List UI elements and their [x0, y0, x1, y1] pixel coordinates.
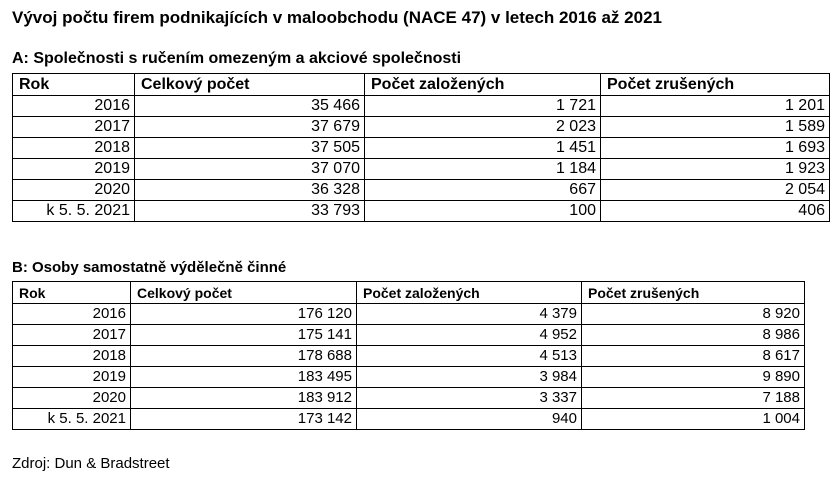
header-rok: Rok [13, 282, 131, 304]
table-row [13, 96, 830, 117]
cell-total: 173 142 [131, 409, 357, 430]
cell-dissolved: 1 201 [601, 96, 830, 117]
cell-total: 178 688 [131, 346, 357, 367]
table-header-row [13, 282, 805, 304]
table-section-a [12, 73, 830, 222]
header-pocet-zrusenych: Počet zrušených [601, 74, 830, 96]
table-row [13, 117, 830, 138]
table-row [13, 325, 805, 346]
table-row [13, 159, 830, 180]
cell-year: 2020 [13, 180, 135, 201]
source-note: Zdroj: Dun & Bradstreet [12, 455, 170, 472]
cell-founded: 1 721 [365, 96, 601, 117]
cell-founded: 3 337 [357, 388, 582, 409]
cell-dissolved: 1 923 [601, 159, 830, 180]
cell-founded: 4 952 [357, 325, 582, 346]
cell-total: 35 466 [135, 96, 365, 117]
header-pocet-zalozenych: Počet založených [365, 74, 601, 96]
section-b-title: B: Osoby samostatně výdělečně činné [12, 259, 287, 276]
cell-founded: 1 184 [365, 159, 601, 180]
cell-year: 2016 [13, 304, 131, 325]
header-pocet-zrusenych: Počet zrušených [582, 282, 805, 304]
header-pocet-zalozenych: Počet založených [357, 282, 582, 304]
table-row [13, 346, 805, 367]
cell-dissolved: 1 004 [582, 409, 805, 430]
cell-dissolved: 1 693 [601, 138, 830, 159]
header-celkovy-pocet: Celkový počet [131, 282, 357, 304]
cell-year: 2017 [13, 117, 135, 138]
header-rok: Rok [13, 74, 135, 96]
cell-year: 2019 [13, 159, 135, 180]
cell-dissolved: 2 054 [601, 180, 830, 201]
page-title: Vývoj počtu firem podnikajících v maloobchodu (NACE 47) v letech 2016 až 2021 [12, 8, 662, 27]
table-row [13, 138, 830, 159]
cell-total: 175 141 [131, 325, 357, 346]
table-row [13, 409, 805, 430]
cell-year: 2018 [13, 346, 131, 367]
cell-total: 37 679 [135, 117, 365, 138]
cell-founded: 4 513 [357, 346, 582, 367]
cell-year: k 5. 5. 2021 [13, 409, 131, 430]
cell-total: 37 505 [135, 138, 365, 159]
cell-total: 37 070 [135, 159, 365, 180]
cell-year: 2020 [13, 388, 131, 409]
cell-total: 36 328 [135, 180, 365, 201]
cell-founded: 2 023 [365, 117, 601, 138]
section-a-title: A: Společnosti s ručením omezeným a akciové společnosti [12, 50, 462, 67]
cell-year: k 5. 5. 2021 [13, 201, 135, 222]
cell-dissolved: 7 188 [582, 388, 805, 409]
table-row [13, 180, 830, 201]
cell-total: 183 912 [131, 388, 357, 409]
cell-dissolved: 8 920 [582, 304, 805, 325]
cell-founded: 3 984 [357, 367, 582, 388]
cell-year: 2019 [13, 367, 131, 388]
table-row [13, 304, 805, 325]
table-section-b [12, 281, 805, 430]
cell-dissolved: 1 589 [601, 117, 830, 138]
cell-founded: 4 379 [357, 304, 582, 325]
cell-year: 2018 [13, 138, 135, 159]
cell-dissolved: 9 890 [582, 367, 805, 388]
table-row [13, 201, 830, 222]
header-celkovy-pocet: Celkový počet [135, 74, 365, 96]
cell-dissolved: 406 [601, 201, 830, 222]
cell-founded: 940 [357, 409, 582, 430]
cell-founded: 667 [365, 180, 601, 201]
cell-founded: 100 [365, 201, 601, 222]
table-row [13, 388, 805, 409]
cell-year: 2017 [13, 325, 131, 346]
cell-total: 183 495 [131, 367, 357, 388]
cell-founded: 1 451 [365, 138, 601, 159]
cell-total: 176 120 [131, 304, 357, 325]
cell-total: 33 793 [135, 201, 365, 222]
cell-dissolved: 8 617 [582, 346, 805, 367]
cell-year: 2016 [13, 96, 135, 117]
table-row [13, 367, 805, 388]
cell-dissolved: 8 986 [582, 325, 805, 346]
table-header-row [13, 74, 830, 96]
